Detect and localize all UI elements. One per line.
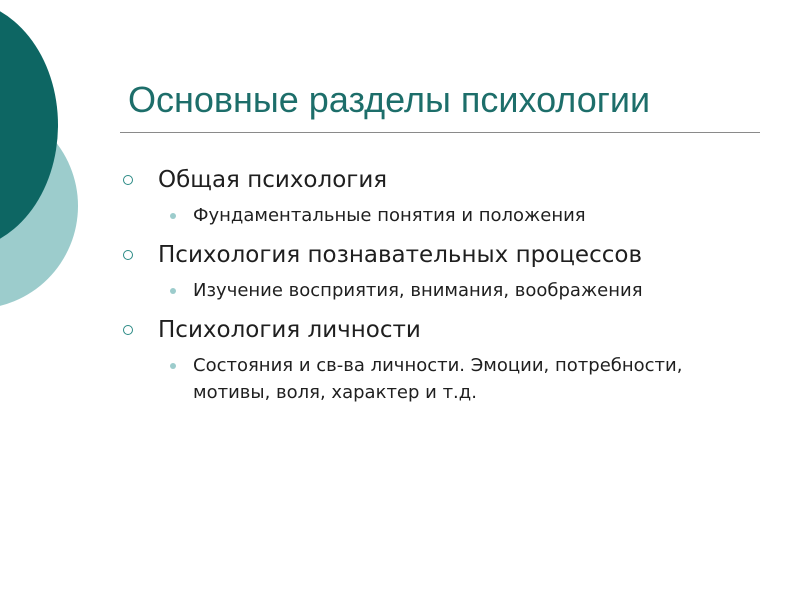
section-detail	[193, 202, 713, 229]
hollow-circle-bullet-icon	[123, 325, 133, 335]
section-detail-text: Состояния и св-ва личности. Эмоции, потребности, мотивы, воля, характер и т.д.	[193, 355, 683, 403]
section-heading	[120, 162, 760, 198]
section-heading	[120, 312, 760, 348]
title-divider	[120, 132, 760, 133]
section-detail-text: Фундаментальные понятия и положения	[193, 205, 586, 226]
section-heading-text: Психология познавательных процессов	[158, 242, 642, 268]
section-heading-text: Психология личности	[158, 317, 421, 343]
section-detail	[193, 277, 713, 304]
hollow-circle-bullet-icon	[123, 175, 133, 185]
dot-bullet-icon	[170, 363, 176, 369]
bullet-list	[120, 162, 760, 406]
dot-bullet-icon	[170, 213, 176, 219]
section-heading	[120, 237, 760, 273]
section-heading-text: Общая психология	[158, 167, 388, 193]
slide-title: Основные разделы психологии	[128, 79, 651, 120]
hollow-circle-bullet-icon	[123, 250, 133, 260]
section-detail	[193, 352, 713, 406]
section-detail-text: Изучение восприятия, внимания, воображения	[193, 280, 643, 301]
dot-bullet-icon	[170, 288, 176, 294]
